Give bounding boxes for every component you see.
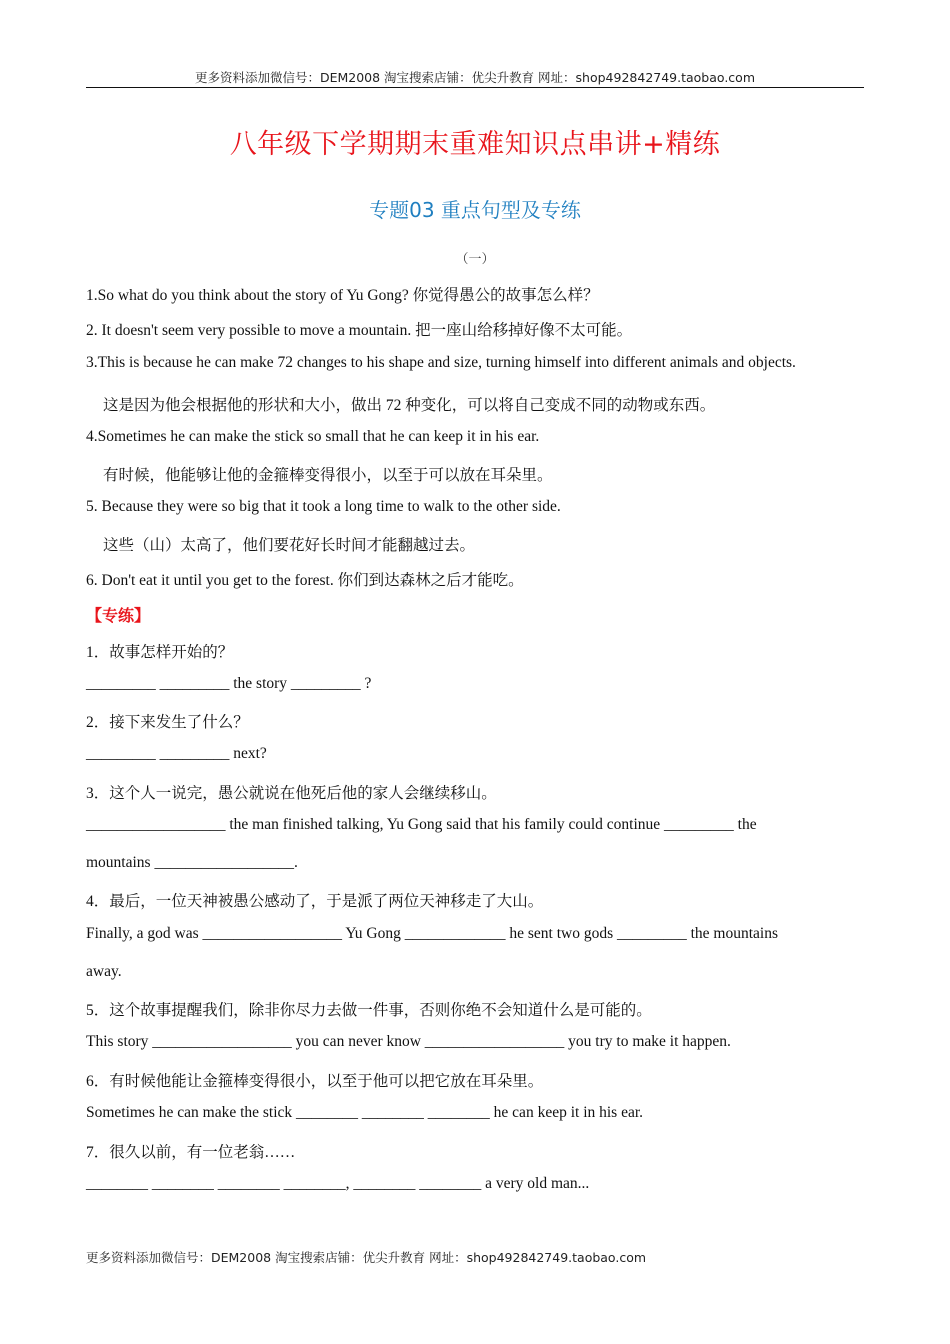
practice-answer-3-line-2: mountains __________________. bbox=[86, 854, 298, 871]
practice-question-5: 5．这个故事提醒我们，除非你尽力去做一件事，否则你绝不会知道什么是可能的。 bbox=[86, 1002, 652, 1019]
sentence-1: 1.So what do you think about the story of Yu Gong? 你觉得愚公的故事怎么样？ bbox=[86, 287, 599, 304]
practice-question-2: 2．接下来发生了什么？ bbox=[86, 714, 249, 731]
sentence-6: 6. Don't eat it until you get to the forest. 你们到达森林之后才能吃。 bbox=[86, 572, 524, 589]
sentence-5-translation: 这些（山）太高了，他们要花好长时间才能翻越过去。 bbox=[103, 537, 476, 554]
practice-answer-2: _________ _________ next? bbox=[86, 745, 267, 762]
sentence-4: 4.Sometimes he can make the stick so small that he can keep it in his ear. bbox=[86, 428, 540, 445]
sentence-5: 5. Because they were so big that it took a long time to walk to the other side. bbox=[86, 498, 561, 515]
practice-answer-6: Sometimes he can make the stick ________ ________ ________ he can keep it in his ear. bbox=[86, 1104, 644, 1121]
practice-question-1: 1．故事怎样开始的？ bbox=[86, 644, 234, 661]
topic-subtitle: 专题03 重点句型及专练 bbox=[369, 198, 581, 222]
page-footer: 更多资料添加微信号：DEM2008 淘宝搜索店铺：优尖升教育 网址：shop492842749.taobao.com bbox=[86, 1250, 647, 1265]
practice-answer-4-line-2: away. bbox=[86, 963, 122, 980]
page-header: 更多资料添加微信号：DEM2008 淘宝搜索店铺：优尖升教育 网址：shop492842749.taobao.com bbox=[194, 70, 756, 85]
header-rule bbox=[86, 87, 864, 88]
practice-title: 【专练】 bbox=[86, 606, 151, 625]
practice-question-3: 3．这个人一说完，愚公就说在他死后他的家人会继续移山。 bbox=[86, 785, 497, 802]
section-label: （一） bbox=[455, 251, 495, 266]
page-title: 八年级下学期期末重难知识点串讲+精练 bbox=[229, 129, 721, 160]
sentence-3: 3.This is because he can make 72 changes to his shape and size, turning himself into different animals and objects. bbox=[86, 354, 796, 371]
practice-answer-5: This story __________________ you can never know __________________ you try to make it happen. bbox=[86, 1033, 731, 1050]
practice-answer-1: _________ _________ the story _________ ? bbox=[86, 675, 372, 692]
sentence-4-translation: 有时候，他能够让他的金箍棒变得很小，以至于可以放在耳朵里。 bbox=[103, 467, 553, 484]
sentence-2: 2. It doesn't seem very possible to move a mountain. 把一座山给移掉好像不太可能。 bbox=[86, 322, 633, 339]
practice-answer-7: ________ ________ ________ ________, ________ ________ a very old man... bbox=[86, 1175, 590, 1192]
practice-answer-4-line-1: Finally, a god was __________________ Yu Gong _____________ he sent two gods _________ the mountains bbox=[86, 925, 779, 942]
practice-question-6: 6．有时候他能让金箍棒变得很小，以至于他可以把它放在耳朵里。 bbox=[86, 1073, 544, 1090]
sentence-3-translation: 这是因为他会根据他的形状和大小，做出 72 种变化，可以将自己变成不同的动物或东西。 bbox=[103, 397, 716, 414]
practice-question-4: 4．最后，一位天神被愚公感动了，于是派了两位天神移走了大山。 bbox=[86, 893, 544, 910]
practice-answer-3-line-1: __________________ the man finished talking, Yu Gong said that his family could continue _________ the bbox=[86, 816, 757, 833]
practice-question-7: 7．很久以前，有一位老翁…… bbox=[86, 1144, 296, 1161]
